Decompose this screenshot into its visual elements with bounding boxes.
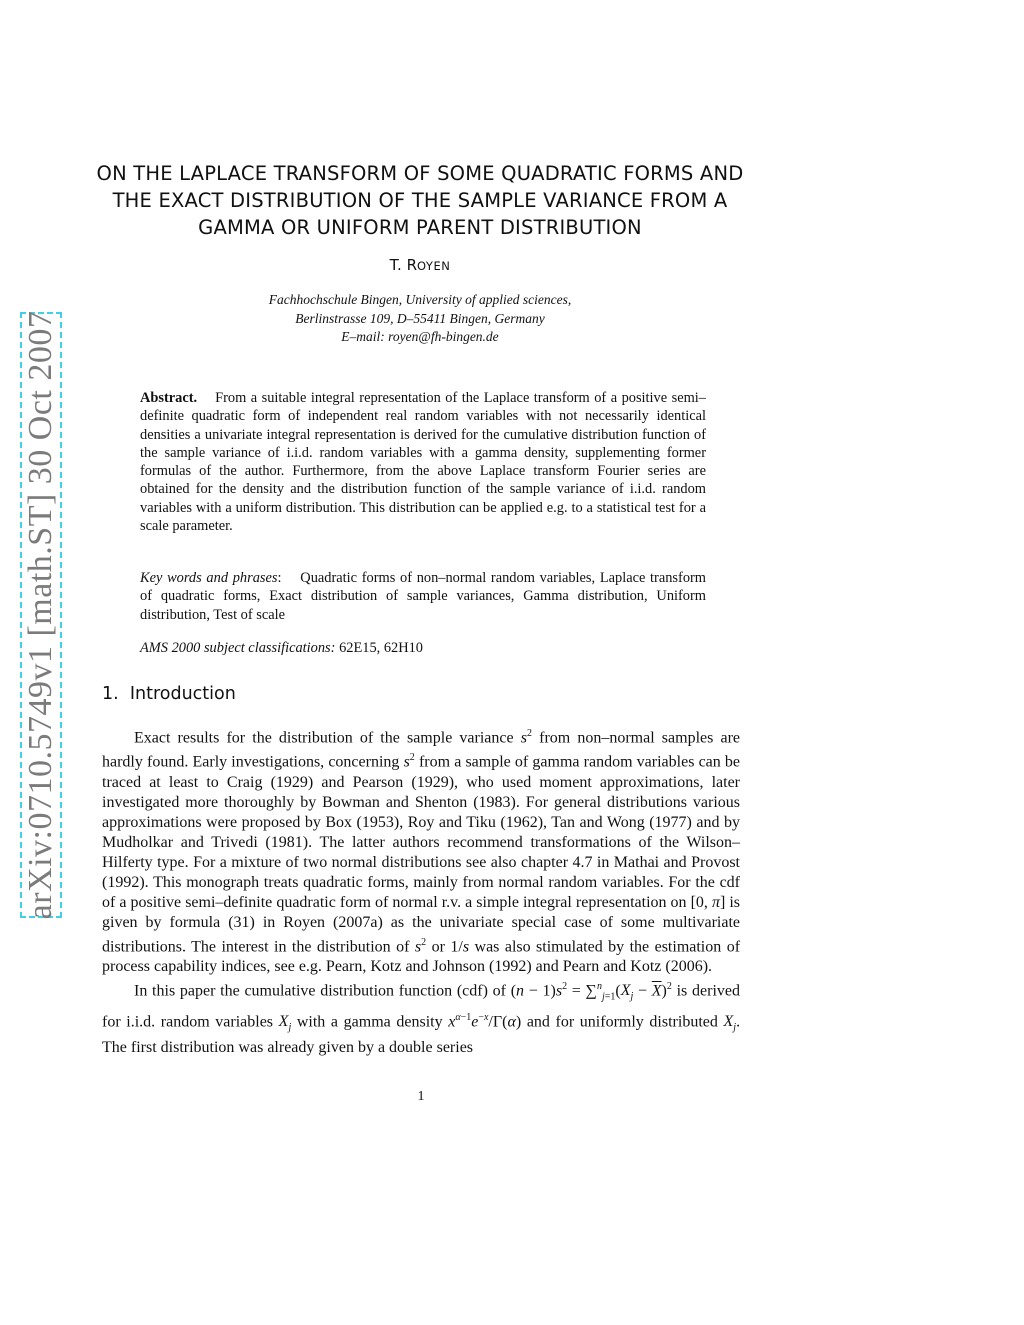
abstract-text: From a suitable integral representation of the Laplace transform of a positive semi–definite quadratic form of independent real random variables with not necessarily identical densities a univariate integral representation is derived for the cumulative distribution function of the sample variance of i.i.d. random variables with a gamma density, supplementing former formulas of the author. Furthermore, from the above Laplace transform Fourier series are obtained for the density and the distribution function of the sample variance of i.i.d. random variables with a uniform distribution. This distribution can be applied e.g. to a statistical test for a scale parameter. [140, 390, 706, 535]
ams-classification [140, 639, 706, 657]
ams-label: AMS 2000 subject classifications: [140, 640, 336, 656]
section-title: Introduction [129, 684, 236, 704]
keywords: Key words and phrases: Quadratic forms of non–normal random variables, Laplace transform of quadratic forms, Exact distribution of sample variances, Gamma distribution, Uniform distribution, Test of scale [140, 570, 707, 623]
title-line-2: THE EXACT DISTRIBUTION OF THE SAMPLE VARIANCE FROM A [112, 189, 728, 212]
section-number: 1. [102, 684, 119, 704]
ams-codes: 62E15, 62H10 [339, 640, 424, 656]
body-text [102, 724, 740, 1058]
abstract [140, 389, 706, 535]
paragraph-1: Exact results for the distribution of the sample variance $s^2$ from non–normal samples are hardly found. Early investigations, concerning $s^2$ from a sample of gamma random variables can be traced at least to Craig (1929) and Pearson (1929), who used moment approximations, later investigated more thoroughly by Bowman and Shenton (1983). For general distributions various approximations were proposed by Box (1953), Roy and Tiku (1962), Tan and Wong (1977) and by Mudholkar and Trivedi (1981). The latter authors recommend transformations of the Wilson–Hilferty type. For a mixture of two normal distributions see also chapter 4.7 in Mathai and Provost (1992). This monograph treats quadratic forms, mainly from normal random variables. For the cdf of a positive semi–definite quadratic form of normal r.v. a simple integral representation on [0, π] is given by formula (31) in Royen (2007a) as the univariate special case of some multivariate distributions. The interest in the distribution of $s^2$ or 1/s was also stimulated by the estimation of process capability indices, see e.g. Pearn, Kotz and Johnson (1992) and Pearn and Kotz (2006). [102, 728, 741, 975]
affiliation-line-1: Fachhochschule Bingen, University of applied sciences, [268, 292, 572, 307]
author-surname: OYEN [417, 259, 451, 273]
abstract-label: Abstract. [140, 390, 198, 406]
page-number: 1 [417, 1089, 425, 1104]
title-line-3: GAMMA OR UNIFORM PARENT DISTRIBUTION [198, 216, 642, 239]
section-heading [102, 684, 236, 704]
affiliation-line-2: Berlinstrasse 109, D–55411 Bingen, Germany [295, 310, 545, 326]
keywords-label: Key words and phrases [140, 570, 278, 586]
title-line-1: ON THE LAPLACE TRANSFORM OF SOME QUADRATIC FORMS AND [96, 162, 744, 185]
arxiv-stamp[interactable]: arXiv:0710.5749v1 [math.ST] 30 Oct 2007 [22, 310, 59, 920]
keywords-text: Quadratic forms of non–normal random variables, Laplace transform of quadratic forms, Exact distribution of sample variances, Gamma distribution, Uniform distribution, Test of scale [140, 570, 707, 623]
affiliation [96, 291, 744, 347]
paragraph-2: In this paper the cumulative distribution function (cdf) of $(n - 1)s^2 = \sum^n_{j=1}(X_j - \overline{X})^2$ is derived for i.i.d. random variables $X_j$ with a gamma density $x^{\alpha-1}e^{-x}/\Gamma(\alpha)$ and for uniformly distributed $X_j$. The first distribution was already given by a double series [102, 980, 741, 1057]
author-initial: T. R [389, 256, 417, 274]
paper-title [96, 160, 744, 241]
author [96, 256, 744, 274]
affiliation-email[interactable]: E–mail: royen@fh-bingen.de [341, 329, 499, 344]
